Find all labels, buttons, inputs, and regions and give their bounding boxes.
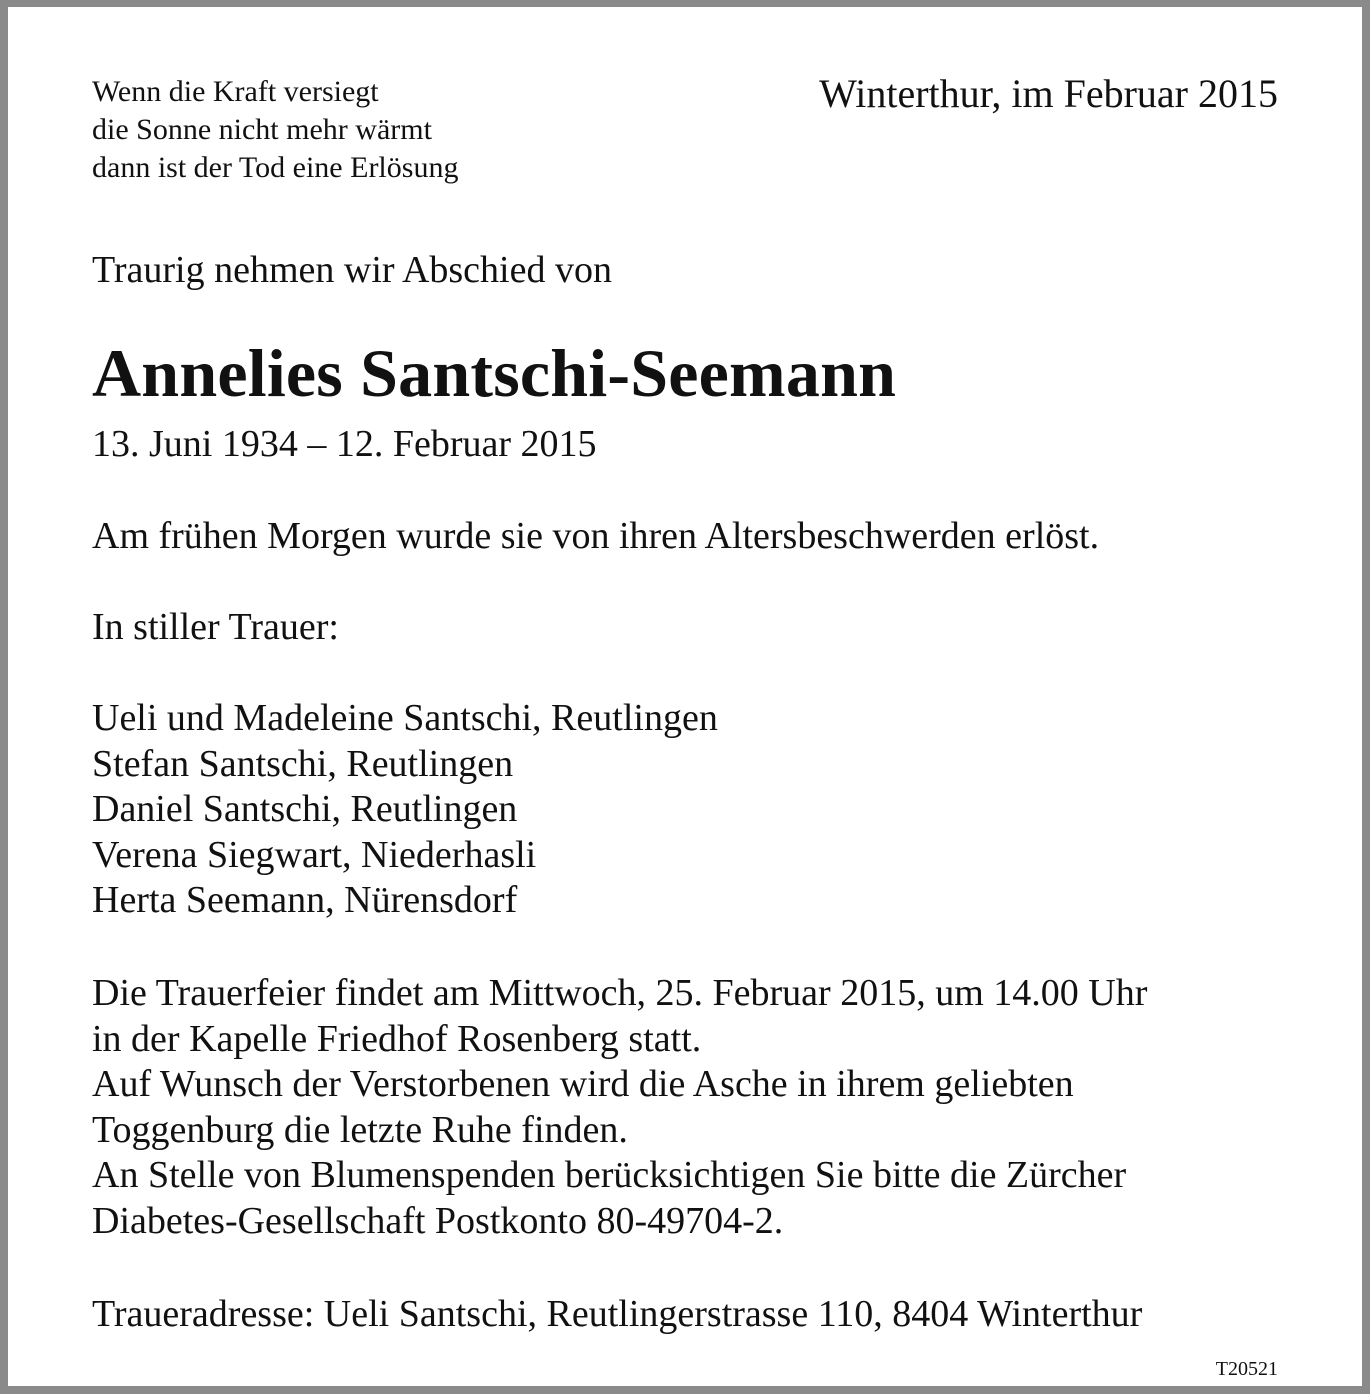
life-dates: 13. Juni 1934 – 12. Februar 2015 [92, 423, 597, 465]
reference-code: T20521 [1215, 1358, 1278, 1380]
ceremony-line: Diabetes-Gesellschaft Postkonto 80-49704-2. [92, 1199, 784, 1242]
deceased-name: Annelies Santschi-Seemann [92, 335, 897, 411]
motto-verse [92, 73, 458, 187]
mourners-list [92, 696, 718, 924]
mourning-address: Traueradresse: Ueli Santschi, Reutlingerstrasse 110, 8404 Winterthur [92, 1293, 1143, 1335]
ceremony-line: in der Kapelle Friedhof Rosenberg statt. [92, 1017, 702, 1060]
ceremony-line: Die Trauerfeier findet am Mittwoch, 25. Februar 2015, um 14.00 Uhr [92, 972, 1148, 1014]
motto-line: Wenn die Kraft versiegt [92, 75, 379, 108]
mourner-item: Stefan Santschi, Reutlingen [92, 742, 514, 785]
mourning-heading: In stiller Trauer: [92, 606, 339, 648]
mourner-item: Verena Siegwart, Niederhasli [92, 833, 537, 876]
release-text: Am frühen Morgen wurde sie von ihren Altersbeschwerden erlöst. [92, 515, 1100, 557]
mourner-item: Ueli und Madeleine Santschi, Reutlingen [92, 697, 718, 739]
ceremony-info [92, 971, 1147, 1244]
ceremony-line: An Stelle von Blumenspenden berücksichtigen Sie bitte die Zürcher [92, 1154, 1127, 1196]
mourner-item: Herta Seemann, Nürensdorf [92, 879, 518, 921]
ceremony-line: Toggenburg die letzte Ruhe finden. [92, 1108, 628, 1151]
ceremony-line: Auf Wunsch der Verstorbenen wird die Asche in ihrem geliebten [92, 1063, 1074, 1105]
place-date: Winterthur, im Februar 2015 [819, 71, 1278, 116]
motto-line: die Sonne nicht mehr wärmt [92, 113, 432, 146]
motto-line: dann ist der Tod eine Erlösung [92, 151, 459, 184]
mourner-item: Daniel Santschi, Reutlingen [92, 788, 518, 830]
intro-text: Traurig nehmen wir Abschied von [92, 249, 612, 291]
